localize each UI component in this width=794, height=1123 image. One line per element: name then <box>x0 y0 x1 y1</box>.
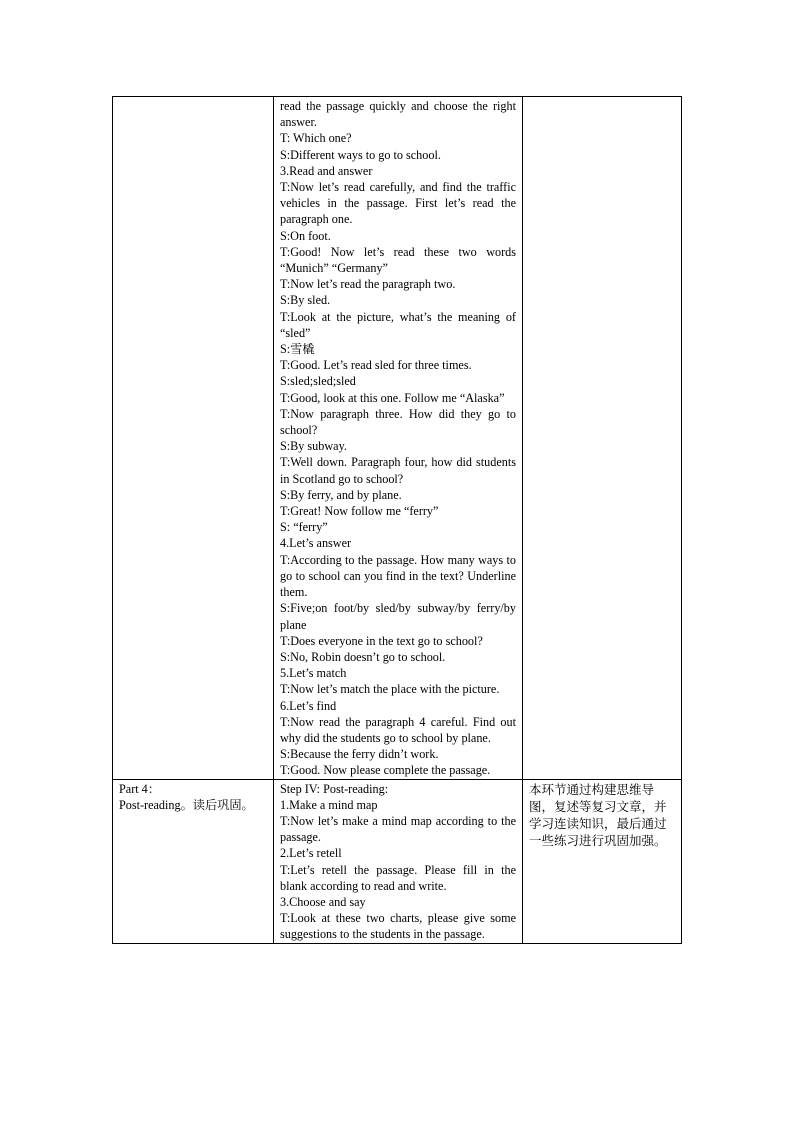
part-cell <box>113 779 274 943</box>
design-intent-cell-empty <box>523 97 682 780</box>
procedure-line: S:By sled. <box>280 293 331 308</box>
procedure-line: T:Good! Now let’s read these two words “Munich” “Germany” <box>280 244 516 276</box>
procedure-line: T:Good, look at this one. Follow me “Alaska” <box>280 390 505 405</box>
procedure-line: T:Good. Now please complete the passage. <box>280 763 491 778</box>
procedure-line: T:Now let’s read carefully, and find the traffic vehicles in the passage. First let’s read the paragraph one. <box>280 180 516 227</box>
procedure-cell <box>274 97 523 780</box>
procedure-line: T: Which one? <box>280 131 352 146</box>
procedure-line: 3.Choose and say <box>280 894 366 909</box>
part-cell-empty <box>113 97 274 780</box>
procedure-line: 1.Make a mind map <box>280 797 378 812</box>
procedure-line: S:On foot. <box>280 228 331 243</box>
procedure-line: 4.Let’s answer <box>280 536 352 551</box>
procedure-line: S:By ferry, and by plane. <box>280 487 402 502</box>
design-intent-note: 本环节通过构建思维导图，复述等复习文章，并学习连读知识，最后通过一些练习进行巩固加强。 <box>529 781 667 848</box>
procedure-line: Step IV: Post-reading: <box>280 781 389 796</box>
procedure-line: S: “ferry” <box>280 520 328 535</box>
procedure-line: 2.Let’s retell <box>280 846 342 861</box>
procedure-line: T:Great! Now follow me “ferry” <box>280 504 439 519</box>
procedure-line: T:According to the passage. How many ways to go to school can you find in the text? Underline them. <box>280 552 516 600</box>
procedure-text <box>280 98 516 779</box>
table-row-post-reading <box>113 779 682 943</box>
procedure-line: 5.Let’s match <box>280 666 347 681</box>
procedure-line: T:Look at the picture, what’s the meaning of “sled” <box>280 309 516 340</box>
procedure-cell <box>274 779 523 943</box>
design-intent-cell <box>523 779 682 943</box>
procedure-line: read the passage quickly and choose the right answer. <box>280 99 516 130</box>
procedure-line: T:Now read the paragraph 4 careful. Find out why did the students go to school by plane. <box>280 714 516 745</box>
procedure-line: T:Now let’s read the paragraph two. <box>280 277 456 292</box>
procedure-line: T:Look at these two charts, please give some suggestions to the students in the passage. <box>280 911 516 942</box>
procedure-line: T:Now let’s make a mind map according to the passage. <box>280 813 516 845</box>
procedure-line: S:Different ways to go to school. <box>280 147 441 162</box>
procedure-line: S:No, Robin doesn’t go to school. <box>280 649 446 664</box>
procedure-line: T:Now let’s match the place with the picture. <box>280 682 500 697</box>
table-row-while-reading <box>113 97 682 780</box>
procedure-line: T:Does everyone in the text go to school? <box>280 633 483 648</box>
procedure-line: S:雪橇 <box>280 342 315 357</box>
part-label: Part 4： <box>119 781 160 796</box>
procedure-line: 6.Let’s find <box>280 698 337 713</box>
procedure-line: T:Good. Let’s read sled for three times. <box>280 358 472 373</box>
procedure-text <box>280 781 516 943</box>
procedure-line: T:Now paragraph three. How did they go to school? <box>280 406 516 438</box>
procedure-line: T:Let’s retell the passage. Please fill in the blank according to read and write. <box>280 862 516 893</box>
part-name: Post-reading。读后巩固。 <box>119 797 254 812</box>
procedure-line: S:Because the ferry didn’t work. <box>280 747 439 762</box>
procedure-line: S:sled;sled;sled <box>280 374 356 389</box>
lesson-plan-table <box>112 96 682 944</box>
procedure-line: S:By subway. <box>280 439 347 454</box>
procedure-line: 3.Read and answer <box>280 163 373 178</box>
procedure-line: S:Five;on foot/by sled/by subway/by ferry/by plane <box>280 601 516 632</box>
procedure-line: T:Well down. Paragraph four, how did students in Scotland go to school? <box>280 455 516 486</box>
